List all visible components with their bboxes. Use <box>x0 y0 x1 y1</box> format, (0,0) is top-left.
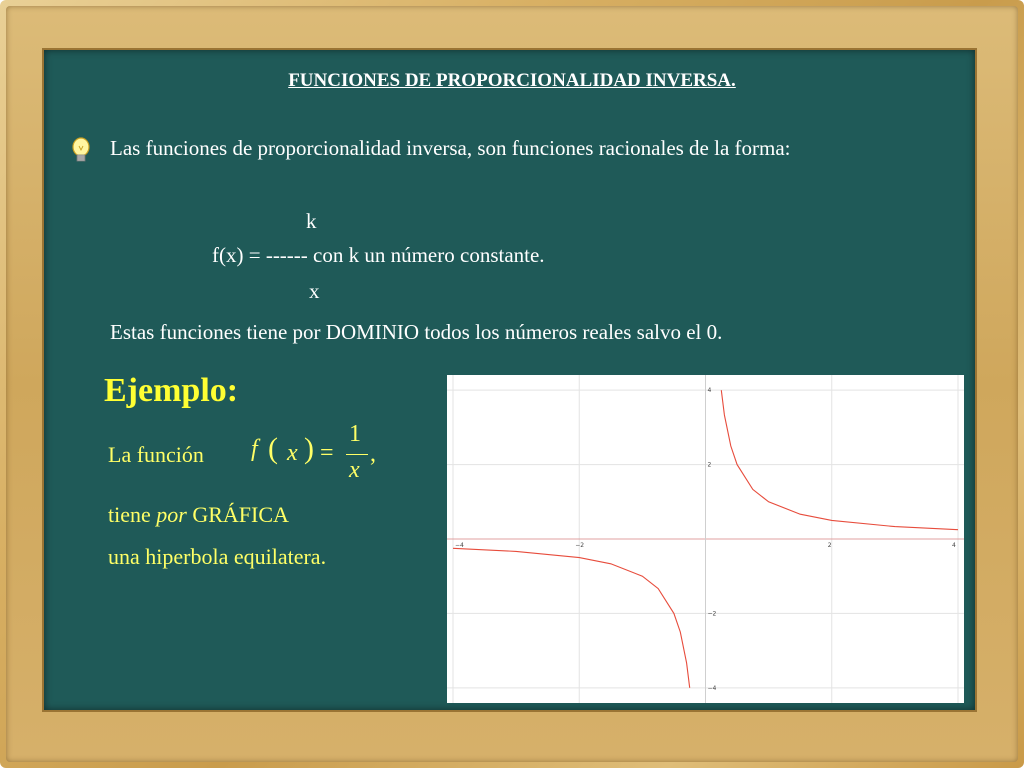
paren-close: ) <box>304 432 314 465</box>
x-tick-label: −4 <box>455 542 464 549</box>
fraction-bar <box>346 454 368 455</box>
slide-title: FUNCIONES DE PROPORCIONALIDAD INVERSA. <box>288 70 736 91</box>
intro-paragraph: Las funciones de proporcionalidad inversa, son funciones racionales de la forma: <box>110 136 791 160</box>
chart-svg <box>447 375 964 703</box>
graph-statement <box>108 502 289 528</box>
lightbulb-icon <box>70 137 92 165</box>
paren-open: ( <box>268 432 278 465</box>
fraction-denominator: x <box>349 457 360 483</box>
hyperbola-chart <box>447 375 964 703</box>
x-tick-label: −2 <box>575 542 585 549</box>
y-tick-label: 4 <box>707 387 712 395</box>
formula-line: f(x) = ------ con k un número constante. <box>212 243 545 267</box>
hyperbola-branch-1 <box>453 548 690 688</box>
y-tick-label: −4 <box>707 684 717 692</box>
hyperbola-branch-2 <box>721 390 958 530</box>
example-lead: La función <box>108 442 204 467</box>
y-tick-label: 2 <box>707 461 712 469</box>
example-heading: Ejemplo: <box>104 372 239 409</box>
hyperbola-text: una hiperbola equilatera. <box>108 544 327 569</box>
formula-denominator: x <box>309 279 320 303</box>
x-tick-label: 2 <box>827 542 832 549</box>
grafica-word: GRÁFICA <box>192 502 289 527</box>
x-tick-label: 4 <box>952 542 956 549</box>
example-equals: = <box>320 440 334 466</box>
example-x: x <box>287 440 298 466</box>
fraction-numerator: 1 <box>349 421 361 447</box>
example-comma: , <box>370 441 376 467</box>
example-f: f <box>251 436 258 462</box>
tiene-word: tiene <box>108 502 151 527</box>
formula-numerator: k <box>306 209 317 233</box>
y-tick-label: −2 <box>707 610 717 618</box>
domain-paragraph: Estas funciones tiene por DOMINIO todos los números reales salvo el 0. <box>110 320 723 344</box>
por-word: por <box>156 502 187 527</box>
